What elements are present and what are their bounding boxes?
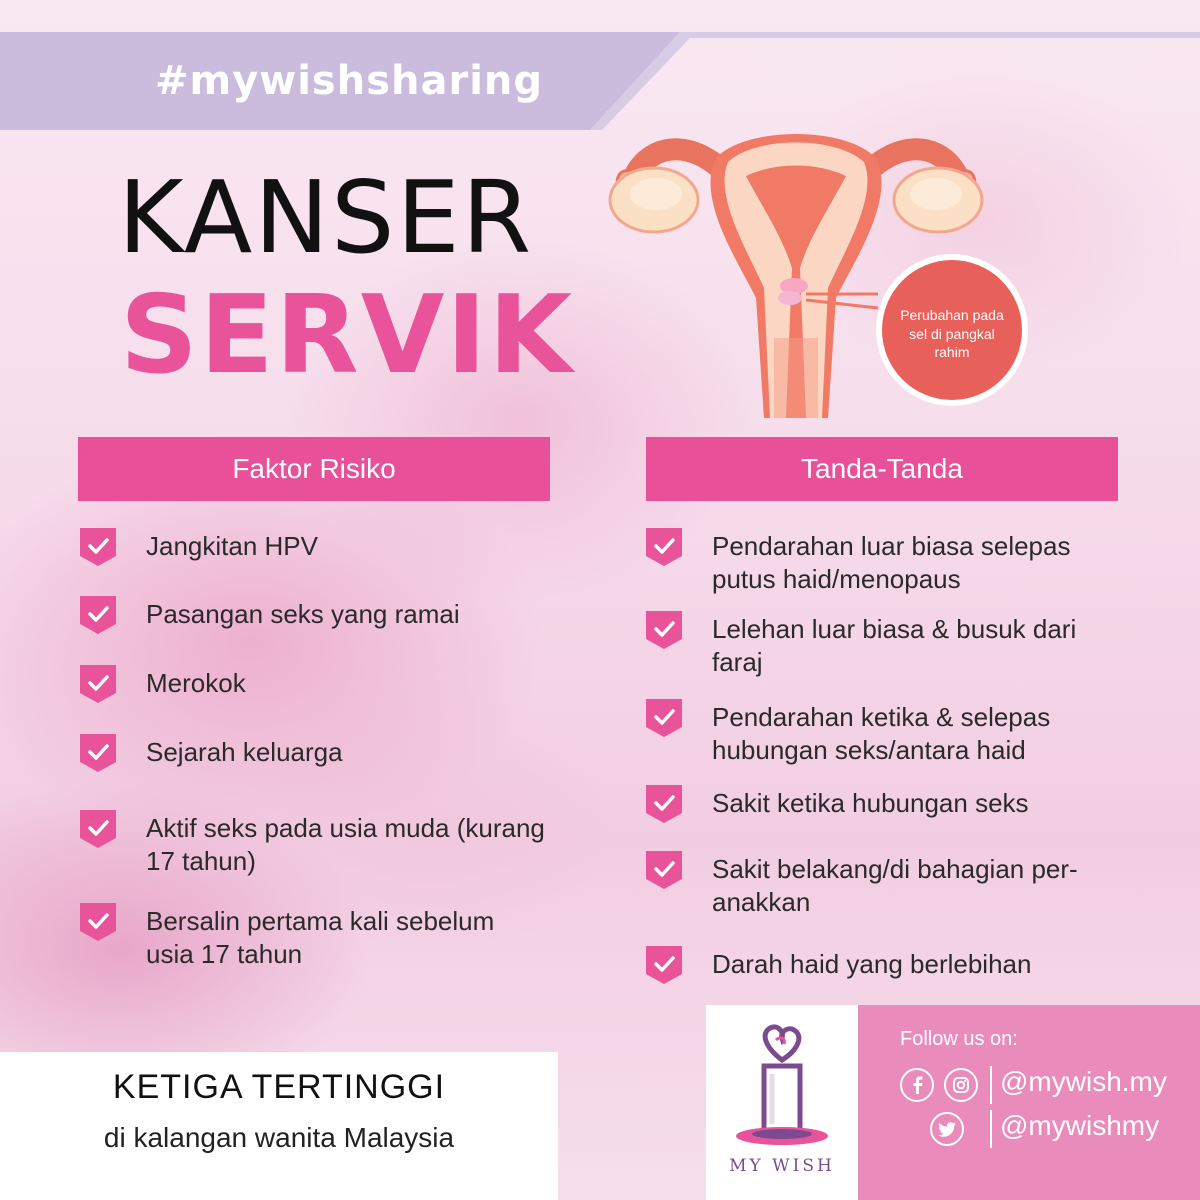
sign-item	[646, 530, 1126, 596]
callout-line: Perubahan pada	[900, 306, 1004, 323]
risk-factors-header: Faktor Risiko	[78, 437, 550, 501]
sign-item-line: Sakit ketika hubungan seks	[712, 788, 1029, 818]
title-line-1: KANSER	[118, 159, 534, 276]
handle-twitter[interactable]: @mywishmy	[1000, 1110, 1160, 1141]
facebook-icon[interactable]	[900, 1068, 934, 1102]
sign-item-line: hubungan seks/antara haid	[712, 735, 1026, 765]
risk-item	[80, 736, 560, 772]
statistic-subtitle: di kalangan wanita Malaysia	[103, 1122, 455, 1153]
follow-label: Follow us on:	[900, 1028, 1018, 1050]
check-icon	[646, 528, 682, 566]
check-icon	[80, 665, 116, 703]
instagram-icon[interactable]	[944, 1068, 978, 1102]
check-icon	[646, 699, 682, 737]
handle-facebook-instagram[interactable]: @mywish.my	[1000, 1066, 1167, 1097]
candle-logo	[726, 1020, 838, 1152]
risk-item-line: Bersalin pertama kali sebelum	[146, 906, 495, 936]
sign-item-line: Darah haid yang berlebihan	[712, 949, 1032, 979]
risk-item-line: usia 17 tahun	[146, 939, 303, 969]
check-icon	[80, 903, 116, 941]
title-line-2: SERVIK	[120, 273, 575, 398]
sign-item	[646, 787, 1126, 823]
risk-item	[80, 812, 560, 878]
hashtag: #mywishsharing	[155, 58, 544, 104]
statistic-title: KETIGA TERTINGGI	[112, 1068, 446, 1106]
sign-item-line: anakkan	[712, 887, 811, 917]
sign-item	[646, 853, 1126, 919]
check-icon	[80, 734, 116, 772]
check-icon	[646, 785, 682, 823]
signs-header: Tanda-Tanda	[646, 437, 1118, 501]
risk-item	[80, 598, 560, 634]
check-icon	[80, 596, 116, 634]
risk-item-line: Jangkitan HPV	[146, 531, 318, 561]
callout-line: rahim	[934, 344, 970, 361]
check-icon	[646, 851, 682, 889]
risk-item	[80, 667, 560, 703]
risk-item	[80, 905, 560, 971]
twitter-icon[interactable]	[930, 1112, 964, 1146]
divider	[990, 1110, 992, 1148]
callout-bubble	[878, 272, 1026, 396]
sign-item-line: putus haid/menopaus	[712, 564, 961, 594]
risk-item-line: 17 tahun)	[146, 846, 256, 876]
sign-item-line: Sakit belakang/di bahagian per-	[712, 854, 1078, 884]
sign-item-line: Pendarahan luar biasa selepas	[712, 531, 1071, 561]
sign-item-line: Pendarahan ketika & selepas	[712, 702, 1051, 732]
risk-item-line: Sejarah keluarga	[146, 737, 343, 767]
logo-text: MY WISH	[729, 1156, 835, 1176]
callout-line: sel di pangkal	[909, 325, 995, 342]
risk-item-line: Merokok	[146, 668, 246, 698]
risk-item	[80, 530, 560, 566]
risk-item-line: Pasangan seks yang ramai	[146, 599, 460, 629]
sign-item-line: Lelehan luar biasa & busuk dari	[712, 614, 1077, 644]
check-icon	[80, 810, 116, 848]
check-icon	[646, 611, 682, 649]
sign-item-line: faraj	[712, 647, 763, 677]
check-icon	[80, 528, 116, 566]
sign-item	[646, 948, 1126, 984]
risk-item-line: Aktif seks pada usia muda (kurang	[146, 813, 545, 843]
divider	[990, 1066, 992, 1104]
sign-item	[646, 701, 1126, 767]
check-icon	[646, 946, 682, 984]
sign-item	[646, 613, 1126, 679]
